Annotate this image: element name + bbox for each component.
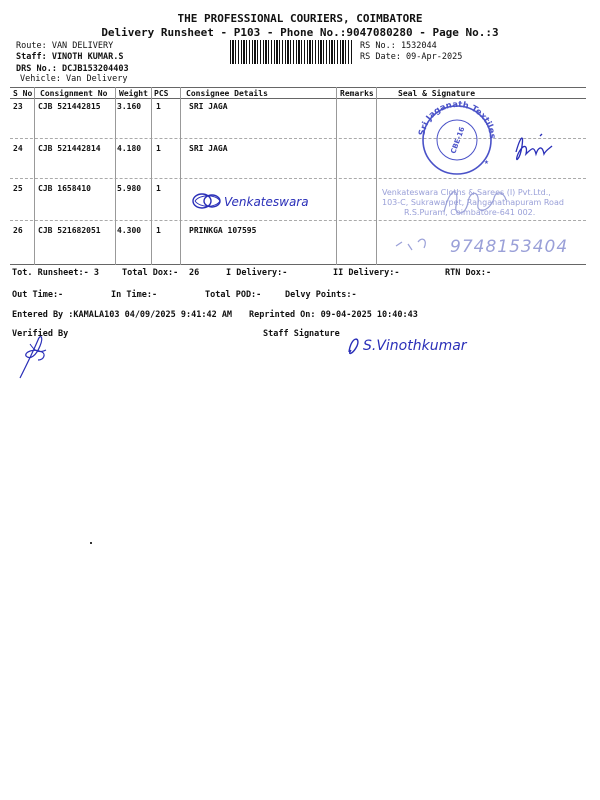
verified-by-label: Verified By: [12, 329, 69, 339]
row-pcs: 1: [156, 102, 161, 111]
row-consignment: CJB 521442815: [38, 102, 101, 111]
round-seal-stamp: [412, 98, 502, 178]
out-time: Out Time:-: [12, 290, 64, 300]
row-sno: 26: [13, 226, 23, 235]
stray-mark: [90, 542, 92, 544]
row-consignee: SRI JAGA: [189, 102, 228, 111]
handwritten-phone-text: 9748153404: [450, 237, 569, 257]
handwritten-consignee: [190, 186, 335, 216]
delivery-points: Delvy Points:-: [285, 290, 357, 300]
row-consignment: CJB 1658410: [38, 184, 91, 193]
row-divider: [10, 178, 586, 179]
col-divider: [151, 87, 152, 265]
second-delivery: II Delivery:-: [333, 268, 400, 278]
staff-signature-label: Staff Signature: [263, 329, 340, 339]
table-bottom-border: [10, 264, 586, 265]
row-consignee: PRINKGA 107595: [189, 226, 257, 235]
row-sno: 23: [13, 102, 23, 111]
company-stamp-line: R.S.Puram, Coimbatore-641 002.: [404, 208, 536, 217]
col-divider: [34, 87, 35, 265]
entered-by: Entered By :KAMALA103 04/09/2025 9:41:42 AM: [12, 310, 233, 320]
total-dox-label: Total Dox:-: [122, 268, 179, 278]
total-pod: Total POD:-: [205, 290, 262, 300]
row-consignee: SRI JAGA: [189, 144, 228, 153]
drs-number: DRS No.: DCJB153204403: [16, 64, 129, 74]
vehicle-label: Vehicle: Van Delivery: [20, 74, 128, 84]
col-divider: [376, 87, 377, 265]
staff-signature: [345, 330, 525, 360]
row-pcs: 1: [156, 226, 161, 235]
row-pcs: 1: [156, 184, 161, 193]
reprinted-on: Reprinted On: 09-04-2025 10:40:43: [249, 310, 418, 320]
header-consignment: Consignment No: [40, 89, 108, 98]
seal-center-text: CBE-16: [449, 125, 467, 155]
row-consignment: CJB 521682051: [38, 226, 101, 235]
table-top-border: [10, 87, 586, 88]
header-consignee: Consignee Details: [186, 89, 268, 98]
tot-runsheet: Tot. Runsheet:- 3: [12, 268, 99, 278]
col-divider: [180, 87, 181, 265]
runsheet-subtitle: Delivery Runsheet - P103 - Phone No.:9047080280 - Page No.:3: [101, 26, 499, 39]
row-weight: 4.180: [117, 144, 142, 153]
rs-date: RS Date: 09-Apr-2025: [360, 52, 463, 62]
verified-signature: [16, 330, 56, 382]
header-remarks: Remarks: [340, 89, 374, 98]
handwritten-phone: [394, 222, 584, 262]
svg-text:★: ★: [484, 157, 489, 166]
route-label: Route: VAN DELIVERY: [16, 41, 114, 51]
company-stamp-line: Venkateswara Cloths & Sarees (I) Pvt.Ltd.,: [382, 188, 551, 197]
staff-signature-text: S.Vinothkumar: [363, 338, 467, 354]
header-weight: Weight: [119, 89, 148, 98]
barcode: [230, 40, 352, 64]
signature-scribble: [510, 124, 556, 170]
seal-text: Sri Jaganath Textiles: [417, 99, 498, 140]
in-time: In Time:-: [111, 290, 158, 300]
rs-number: RS No.: 1532044: [360, 41, 437, 51]
handwritten-name: Venkateswara: [224, 195, 309, 209]
company-title: THE PROFESSIONAL COURIERS, COIMBATORE: [177, 12, 423, 25]
row-sno: 25: [13, 184, 23, 193]
row-consignment: CJB 521442814: [38, 144, 101, 153]
header-seal-signature: Seal & Signature: [398, 89, 476, 98]
row-sno: 24: [13, 144, 23, 153]
row-weight: 3.160: [117, 102, 142, 111]
total-dox-value: 26: [189, 268, 200, 278]
header-sno: S No: [13, 89, 33, 98]
row-weight: 4.300: [117, 226, 142, 235]
row-weight: 5.980: [117, 184, 142, 193]
staff-label: Staff: VINOTH KUMAR.S: [16, 52, 124, 62]
company-stamp-signature: [440, 182, 510, 222]
first-delivery: I Delivery:-: [226, 268, 288, 278]
company-stamp-line: 103-C, Sukrawarpet, Ranganathapuram Road: [382, 198, 564, 207]
rtn-dox: RTN Dox:-: [445, 268, 492, 278]
header-pcs: PCS: [154, 89, 169, 98]
row-pcs: 1: [156, 144, 161, 153]
col-divider: [336, 87, 337, 265]
col-divider: [115, 87, 116, 265]
